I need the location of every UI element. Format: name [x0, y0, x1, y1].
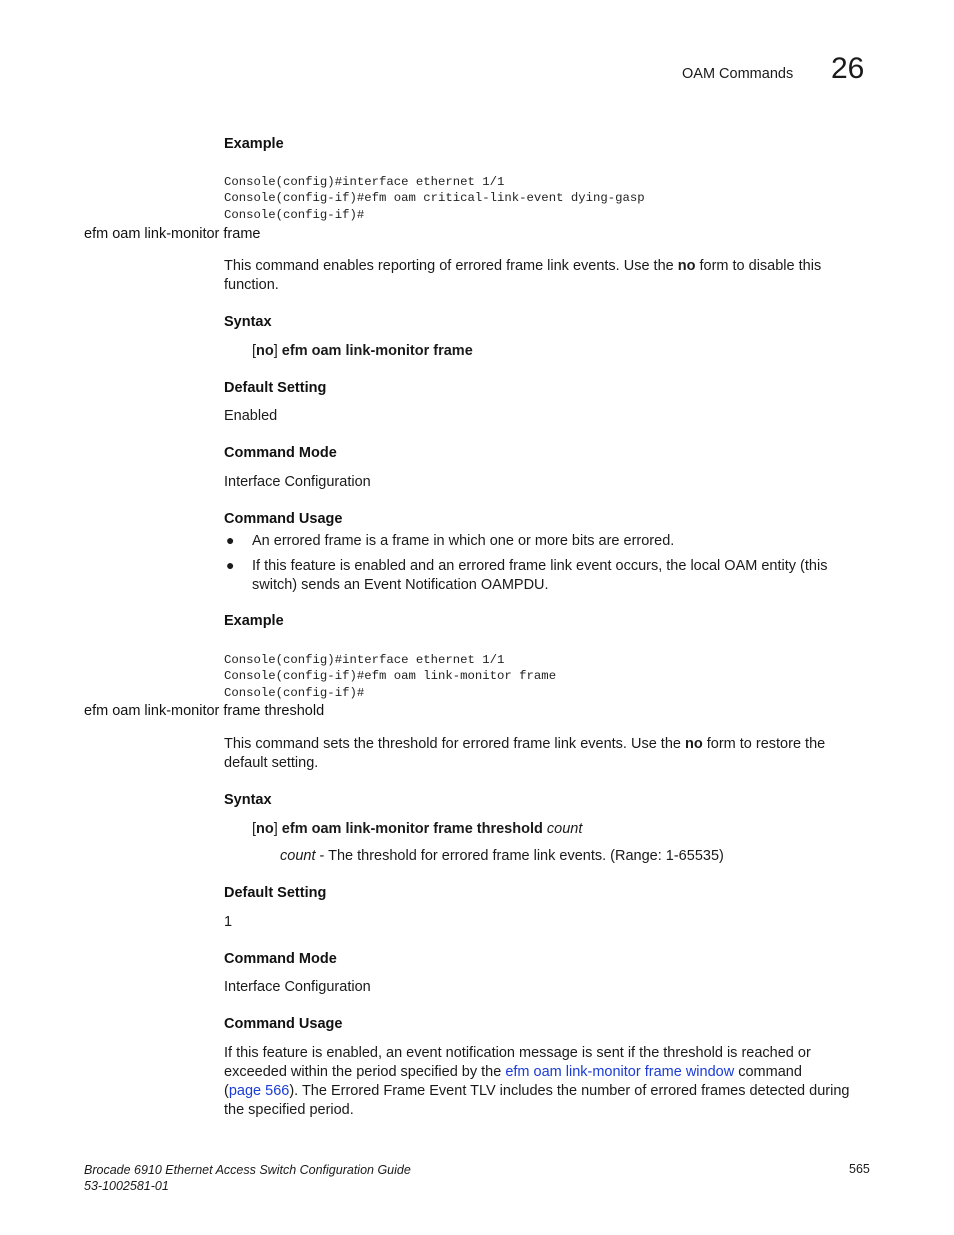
bracket: [ [252, 343, 257, 359]
keyword: no [256, 821, 274, 837]
chapter-title: OAM Commands [682, 66, 794, 82]
syntax-parameter: count [546, 821, 583, 837]
code-line: Console(config)#interface ethernet 1/1 [224, 174, 505, 189]
text: form to disable this [695, 258, 822, 274]
keyword: no [677, 258, 696, 274]
text: default setting. [224, 755, 319, 771]
doc-title: Brocade 6910 Ethernet Access Switch Configuration Guide [84, 1163, 411, 1177]
text: This command enables reporting of errored frame link events. Use the [224, 258, 678, 274]
default-heading: Default Setting [224, 380, 327, 396]
text: command [734, 1064, 802, 1080]
bullet-item: An errored frame is a frame in which one or more bits are errored. [252, 533, 675, 549]
mode-heading: Command Mode [224, 951, 337, 967]
text: If this feature is enabled and an errored frame link event occurs, the local OAM entity (this [252, 558, 828, 574]
command-syntax: efm oam link-monitor frame threshold [277, 821, 547, 837]
command-description [224, 257, 864, 295]
keyword: no [256, 343, 274, 359]
parameter-name: count [280, 848, 316, 864]
doc-number: 53-1002581-01 [84, 1179, 169, 1193]
code-line: Console(config-if)# [224, 207, 365, 222]
syntax-line [252, 820, 582, 839]
page-number: 565 [849, 1162, 870, 1176]
command-description [224, 735, 864, 773]
parameter-description [280, 847, 724, 866]
text: form to restore the [702, 736, 826, 752]
text: switch) sends an Event Notification OAMPDU. [252, 577, 549, 593]
default-value: Enabled [224, 408, 278, 424]
text: exceeded within the period specified by the [224, 1064, 506, 1080]
text: If this feature is enabled, an event notification message is sent if the threshold is reached or [224, 1045, 811, 1061]
command-syntax: efm oam link-monitor frame [277, 343, 473, 359]
syntax-heading: Syntax [224, 792, 272, 808]
bullet-icon: ● [226, 532, 235, 548]
keyword: no [684, 736, 703, 752]
chapter-number: 26 [831, 52, 865, 85]
mode-heading: Command Mode [224, 445, 337, 461]
text: ). The Errored Frame Event TLV includes the number of errored frames detected during [289, 1083, 850, 1099]
command-title: efm oam link-monitor frame threshold [84, 703, 325, 719]
syntax-line [252, 342, 473, 361]
mode-value: Interface Configuration [224, 474, 371, 490]
usage-paragraph [224, 1044, 884, 1120]
code-line: Console(config)#interface ethernet 1/1 [224, 652, 505, 667]
example-heading: Example [224, 136, 284, 152]
text: ( [224, 1083, 229, 1099]
bullet-item [252, 557, 892, 595]
code-block [224, 157, 645, 240]
bracket: ] [273, 343, 278, 359]
footer-doc-info [84, 1162, 411, 1194]
page-reference-link[interactable]: page 566 [228, 1083, 290, 1099]
text: This command sets the threshold for errored frame link events. Use the [224, 736, 685, 752]
text: the specified period. [224, 1102, 354, 1118]
syntax-heading: Syntax [224, 314, 272, 330]
code-line: Console(config-if)#efm oam link-monitor frame [224, 669, 557, 683]
default-heading: Default Setting [224, 885, 327, 901]
code-line: Console(config-if)# [224, 685, 365, 700]
command-title: efm oam link-monitor frame [84, 226, 261, 242]
text: function. [224, 277, 279, 293]
usage-heading: Command Usage [224, 511, 343, 527]
example-heading: Example [224, 613, 284, 629]
text: - The threshold for errored frame link events. (Range: 1-65535) [315, 848, 724, 864]
usage-heading: Command Usage [224, 1016, 343, 1032]
cross-reference-link[interactable]: efm oam link-monitor frame window [505, 1064, 735, 1080]
bracket: [ [252, 821, 257, 837]
default-value: 1 [224, 914, 233, 930]
bracket: ] [273, 821, 278, 837]
mode-value: Interface Configuration [224, 979, 371, 995]
code-line: Console(config-if)#efm oam critical-link-event dying-gasp [224, 191, 645, 205]
bullet-icon: ● [226, 557, 235, 573]
